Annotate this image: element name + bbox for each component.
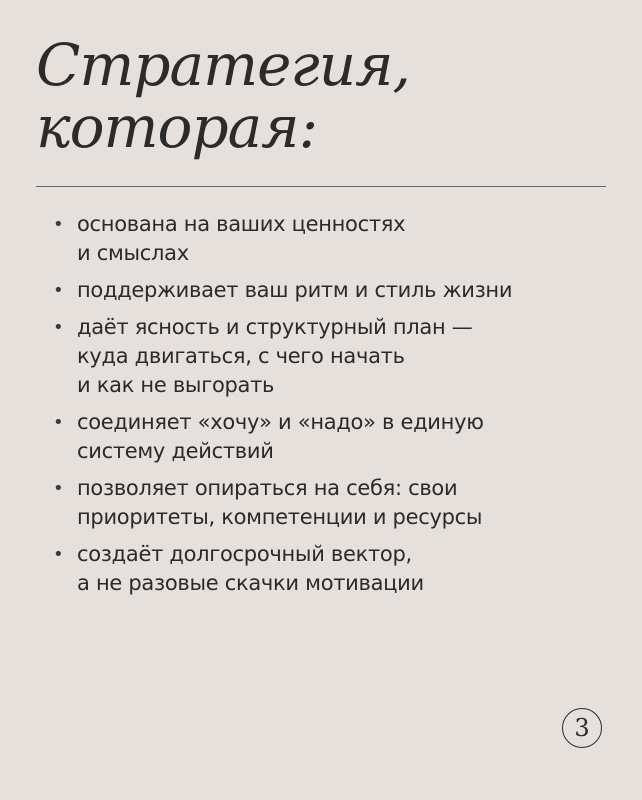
item-text-line: поддерживает ваш ритм и стиль жизни	[77, 278, 513, 302]
bullet-icon: •	[53, 412, 64, 433]
item-text-line: и смыслах	[77, 241, 189, 265]
benefits-list	[50, 210, 610, 606]
item-text-line: а не разовые скачки мотивации	[77, 571, 424, 595]
title-line-1: Стратегия,	[36, 31, 410, 99]
list-item	[50, 313, 610, 400]
item-text-line: и как не выгорать	[77, 373, 275, 397]
page-title	[36, 31, 410, 161]
divider	[36, 186, 606, 187]
list-item	[50, 276, 610, 305]
item-text-line: позволяет опираться на себя: свои	[77, 476, 458, 500]
bullet-icon: •	[53, 214, 64, 235]
list-item	[50, 540, 610, 598]
page-number-badge	[562, 708, 602, 748]
list-item	[50, 210, 610, 268]
item-text-line: основана на ваших ценностях	[77, 212, 406, 236]
item-text-line: куда двигаться, с чего начать	[77, 344, 405, 368]
page-number: 3	[574, 714, 590, 742]
item-text-line: систему действий	[77, 439, 274, 463]
item-text-line: создаёт долгосрочный вектор,	[77, 542, 412, 566]
item-text-line: соединяет «хочу» и «надо» в единую	[77, 410, 484, 434]
item-text-line: приоритеты, компетенции и ресурсы	[77, 505, 483, 529]
bullet-icon: •	[53, 317, 64, 338]
title-line-2: которая:	[36, 93, 318, 161]
bullet-icon: •	[53, 544, 64, 565]
list-item	[50, 474, 610, 532]
bullet-icon: •	[53, 280, 64, 301]
bullet-icon: •	[53, 478, 64, 499]
list-item	[50, 408, 610, 466]
item-text-line: даёт ясность и структурный план —	[77, 315, 473, 339]
